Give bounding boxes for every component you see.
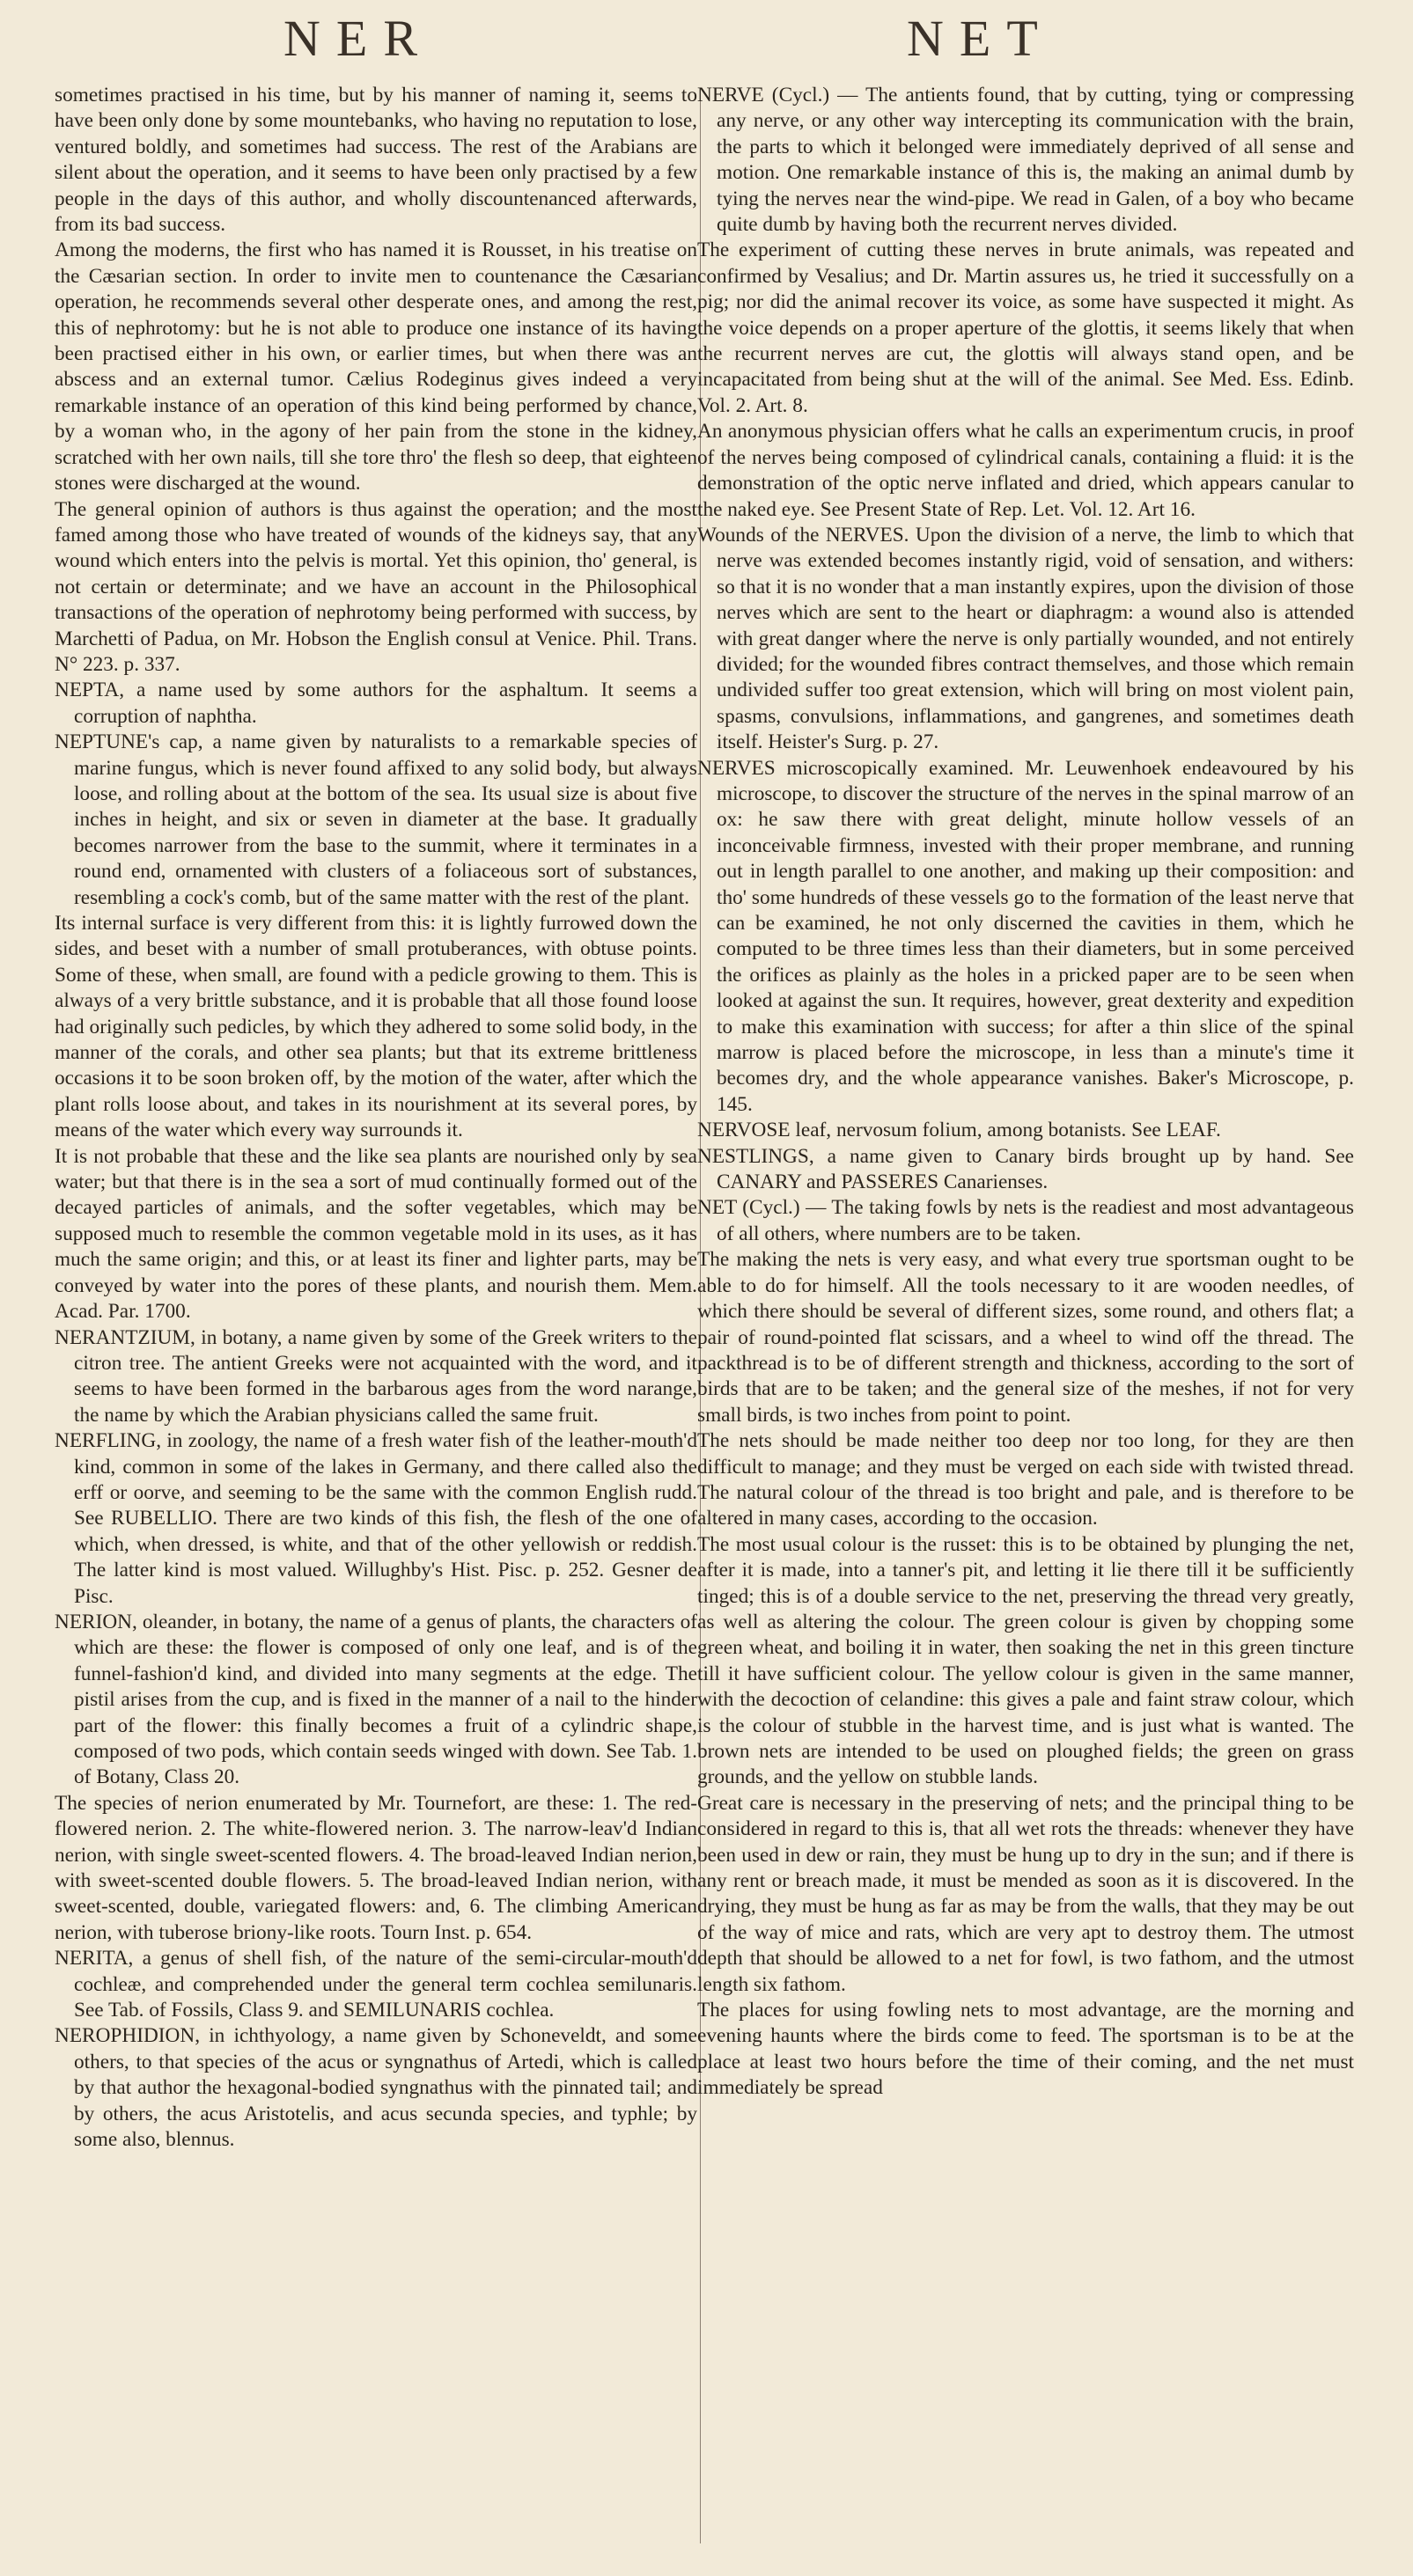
entry-term: NERVOSE leaf,	[697, 1119, 832, 1142]
right-column	[697, 83, 1354, 2102]
dictionary-entry	[697, 1144, 1354, 1196]
left-column	[55, 83, 697, 2154]
entry-paragraph: The making the nets is very easy, and what every true sportsman ought to be able to do for himself. All the tools necessary to it are wooden needles, of which there should be several of different sizes, some round, and others flat; a pair of round-pointed flat scissars, and a wheel to wind off the thread. The packthread is to be of different strength and thickness, according to the sort of birds that are to be taken; and the general size of the meshes, if not for very small birds, is two inches from point to point.	[697, 1248, 1354, 1427]
running-header	[0, 0, 1413, 69]
entry-paragraph: Among the moderns, the first who has named it is Rousset, in his treatise on the Cæsarian section. In order to invite men to countenance the Cæsarian operation, he recommends several other desperate ones, and among the rest, this of nephrotomy: but he is not able to produce one instance of its having been practised either in his own, or earlier times, but when there was an abscess and an external tumor. Cælius Rodeginus gives indeed a very remarkable instance of an operation of this kind being performed by chance, by a woman who, in the agony of her pain from the stone in the kidney, scratched with her own nails, till she tore thro' the flesh so deep, that eighteen stones were discharged at the wound.	[55, 239, 697, 495]
entry-term: NERANTZIUM,	[55, 1325, 195, 1349]
dictionary-entry	[55, 1428, 697, 1610]
entry-paragraph: The general opinion of authors is thus against the operation; and the most famed among those who have treated of wounds of the kidneys say, that any wound which enters into the pelvis is mortal. Yet this opinion, tho' general, is not certain or determinate; and we have an account in the Philosophical transactions of the operation of nephrotomy being performed with success, by Marchetti of Padua, on Mr. Hobson the English consul at Venice. Phil. Trans. N° 223. p. 337.	[55, 497, 697, 676]
entry-term: NERITA,	[55, 1947, 134, 1971]
dictionary-entry	[697, 523, 1354, 756]
entry-term: NESTLINGS,	[697, 1144, 814, 1168]
entry-term: NERION,	[55, 1610, 137, 1633]
entry-text: Upon the division of a nerve, the limb to which that nerve was extended becomes instantly rigid, void of sensation, and withers: so that it is no wonder that a man instantly expires, upon the division of those nerves which are sent to the heart or diaphragm: a wound also is attended with great danger where the nerve is only partially wounded, and not entirely divided; for the wounded fibres contract themselves, and those which remain undivided suffer too great extension, which will bring on most violent pain, spasms, convulsions, inflammations, and gangrenes, and sometimes death itself. Heister's Surg. p. 27.	[717, 523, 1354, 754]
dictionary-entry	[55, 730, 697, 911]
dictionary-entry	[55, 2023, 697, 2153]
entry-text: — The taking fowls by nets is the readiest and most advantageous of all others, where numbers are to be taken.	[717, 1196, 1354, 1245]
entry-paragraph: Its internal surface is very different from this: it is lightly furrowed down the sides, and beset with a number of small protuberances, with obtuse points. Some of these, when small, are found with a pedicle growing to them. This is always of a very brittle substance, and it is probable that all those found loose had originally such pedicles, by which they adhered to some solid body, in the manner of the corals, and other sea plants; but that its extreme brittleness occasions it to be soon broken off, by the motion of the water, after which the plant rolls loose about, and takes in its nourishment at its several pores, by means of the water which every way surrounds it.	[55, 912, 697, 1142]
entry-text: a name used by some authors for the asphaltum. It seems a corruption of naphtha.	[74, 679, 697, 728]
entry-paragraph: Great care is necessary in the preserving of nets; and the principal thing to be considered in regard to this is, that all wet rots the threads: whenever they have been used in dew or rain, they must be hung up to dry in the sun; and if there is any rent or breach made, it must be mended as soon as it is discovered. In the drying, they must be hung as far as may be from the walls, that they may be out of the way of mice and rats, which are very apt to destroy them. The utmost depth that should be allowed to a net for fowl, is two fathom, and the utmost length six fathom.	[697, 1791, 1354, 1996]
dictionary-entry	[55, 1946, 697, 2023]
header-right-headword: NET	[907, 10, 1054, 67]
entry-paragraph: The places for using fowling nets to most advantage, are the morning and evening haunts where the birds come to feed. The sportsman is to be at the place at least two hours before the time of their coming, and the net must immediately be spread	[697, 1999, 1354, 2100]
entry-paragraph: The species of nerion enumerated by Mr. Tournefort, are these: 1. The red-flowered nerion. 2. The white-flowered nerion. 3. The narrow-leav'd Indian nerion, with single sweet-scented flowers. 4. The broad-leaved Indian nerion, with sweet-scented double flowers. 5. The broad-leaved Indian nerion, with sweet-scented, double, variegated flowers: and, 6. The climbing American nerion, with tuberose briony-like roots. Tourn Inst. p. 654.	[55, 1791, 697, 1944]
entry-text: a genus of shell fish, of the nature of the semi-circular-mouth'd cochleæ, and comprehended under the general term cochlea semilunaris. See Tab. of Fossils, Class 9. and SEMILUNARIS cochlea.	[74, 1947, 697, 2022]
dictionary-entry	[697, 1195, 1354, 1247]
entry-text: oleander, in botany, the name of a genus of plants, the characters of which are these: the flower is composed of only one leaf, and is of the funnel-fashion'd kind, and divided into many segments at the edge. The pistil arises from the cup, and is fixed in the manner of a nail to the hinder part of the flower: this finally becomes a fruit of a cylindric shape, composed of two pods, which contain seeds winged with down. See Tab. 1. of Botany, Class 20.	[74, 1610, 697, 1789]
entry-paragraph: The most usual colour is the russet: this is to be obtained by plunging the net, after it is made, into a tanner's pit, and letting it lie there till it be sufficiently tinged; this is of a double service to the net, preserving the thread very greatly, as well as altering the colour. The green colour is given by chopping some green wheat, and boiling it in water, then soaking the net in this green tincture till it have sufficient colour. The yellow colour is given in the same manner, with the decoction of celandine: this gives a pale and faint straw colour, which is the colour of stubble in the harvest time, and is just what is wanted. The brown nets are intended to be used on ploughed fields; the green on grass grounds, and the yellow on stubble lands.	[697, 1532, 1354, 1789]
entry-paragraph: sometimes practised in his time, but by his manner of naming it, seems to have been only done by some mountebanks, who having no reputation to lose, ventured boldly, and sometimes had success. The rest of the Arabians are silent about the operation, and it seems to have been only practised by a few people in the days of this author, and wholly discountenanced afterwards, from its bad success.	[55, 84, 697, 237]
entry-paragraph: It is not probable that these and the like sea plants are nourished only by sea water; but that there is in the sea a sort of mud continually formed out of the decayed particles of animals, and the softer vegetables, which may be supposed much to resemble the common vegetable mold in its uses, as it has much the same origin; and this, or at least its finer and lighter parts, may be conveyed by water into the pores of these plants, and nourish them. Mem. Acad. Par. 1700.	[55, 1144, 697, 1324]
dictionary-entry	[697, 756, 1354, 1119]
dictionary-entry	[55, 678, 697, 730]
dictionary-entry	[55, 1610, 697, 1791]
entry-term: NERVES microscopically examined.	[697, 756, 1014, 780]
entry-text: Mr. Leuwenhoek endeavoured by his microscope, to discover the structure of the nerves in the spinal marrow of an ox: he saw there with great delight, minute hollow vessels of an inconceivable firmness, invested with their proper membrane, and running out in length parallel to one another, and making up their composition: and tho' some hundreds of these vessels go to the formation of the least nerve that can be examined, he not only discerned the cavities in them, which he computed to be three times less than their diameters, but in some perceived the orifices as plainly as the holes in a pricked paper are to be seen when looked at against the sun. It requires, however, great dexterity and expedition to make this examination with success; for after a thin slice of the spinal marrow is placed before the microscope, in less than a minute's time it becomes dry, and the whole appearance vanishes. Baker's Microscope, p. 145.	[717, 756, 1354, 1116]
entry-text: a name given to Canary birds brought up by hand. See CANARY and PASSERES Canarienses.	[717, 1144, 1354, 1194]
header-left-headword: NER	[283, 10, 433, 67]
entry-text: — The antients found, that by cutting, tying or compressing any nerve, or any other way intercepting its communication with the brain, the parts to which it belonged were immediately deprived of all sense and motion. One remarkable instance of this is, the making an animal dumb by tying the nerves near the wind-pipe. We read in Galen, of a boy who became quite dumb by having both the recurrent nerves divided.	[717, 84, 1354, 237]
entry-term: NERFLING,	[55, 1429, 162, 1453]
entry-term: NEROPHIDION,	[55, 2024, 201, 2048]
entry-text: in zoology, the name of a fresh water fish of the leather-mouth'd kind, common in some of the lakes in Germany, and there called also the erff or oorve, and seeming to be the same with the common English rudd. See RUBELLIO. There are two kinds of this fish, the flesh of the one of which, when dressed, is white, and that of the other yellowish or reddish. The latter kind is most valued. Willughby's Hist. Pisc. p. 252. Gesner de Pisc.	[74, 1429, 697, 1608]
entry-term: NET (Cycl.)	[697, 1196, 800, 1220]
entry-paragraph: The nets should be made neither too deep nor too long, for they are then difficult to manage; and they must be verged on each side with twisted thread. The natural colour of the thread is too bright and pale, and is therefore to be altered in many cases, according to the occasion.	[697, 1429, 1354, 1530]
dictionary-entry	[55, 1325, 697, 1429]
entry-text: in ichthyology, a name given by Schoneveldt, and some others, to that species of the acus or syngnathus of Artedi, which is called by that author the hexagonal-bodied syngnathus with the pinnated tail; and by others, the acus Aristotelis, and acus secunda species, and typhle; by some also, blennus.	[74, 2024, 697, 2152]
entry-term: NEPTUNE's cap,	[55, 730, 203, 754]
dictionary-entry	[697, 1118, 1354, 1143]
entry-text: in botany, a name given by some of the Greek writers to the citron tree. The antient Greeks were not acquainted with the word, and it seems to have been formed in the barbarous ages from the word narange, the name by which the Arabian physicians called the same fruit.	[74, 1325, 697, 1427]
dictionary-entry	[697, 83, 1354, 238]
entry-term: NERVE (Cycl.)	[697, 84, 830, 106]
entry-paragraph: An anonymous physician offers what he calls an experimentum crucis, in proof of the nerves being composed of cylindrical canals, containing a fluid: it is the demonstration of the optic nerve inflated and dried, which appears canular to the naked eye. See Present State of Rep. Let. Vol. 12. Art 16.	[697, 420, 1354, 521]
entry-paragraph: The experiment of cutting these nerves in brute animals, was repeated and confirmed by Vesalius; and Dr. Martin assures us, he tried it successfully on a pig; nor did the animal recover its voice, as some have suspected it might. As the voice depends on a proper aperture of the glottis, it seems likely that when the recurrent nerves are cut, the glottis will always stand open, and be incapacitated from being shut at the will of the animal. See Med. Ess. Edinb. Vol. 2. Art. 8.	[697, 239, 1354, 417]
entry-term: NEPTA,	[55, 679, 125, 702]
entry-text: nervosum folium, among botanists. See LEAF.	[831, 1119, 1221, 1142]
entry-text: a name given by naturalists to a remarkable species of marine fungus, which is never found affixed to any solid body, but always loose, and rolling about at the bottom of the sea. Its usual size is about five inches in height, and six or seven in diameter at the base. It gradually becomes narrower from the base to the summit, where it terminates in a round end, ornamented with clusters of a foliaceous sort of substances, resembling a cock's comb, but of the same matter with the rest of the plant.	[74, 730, 697, 909]
entry-term: Wounds of the NERVES.	[697, 523, 909, 547]
